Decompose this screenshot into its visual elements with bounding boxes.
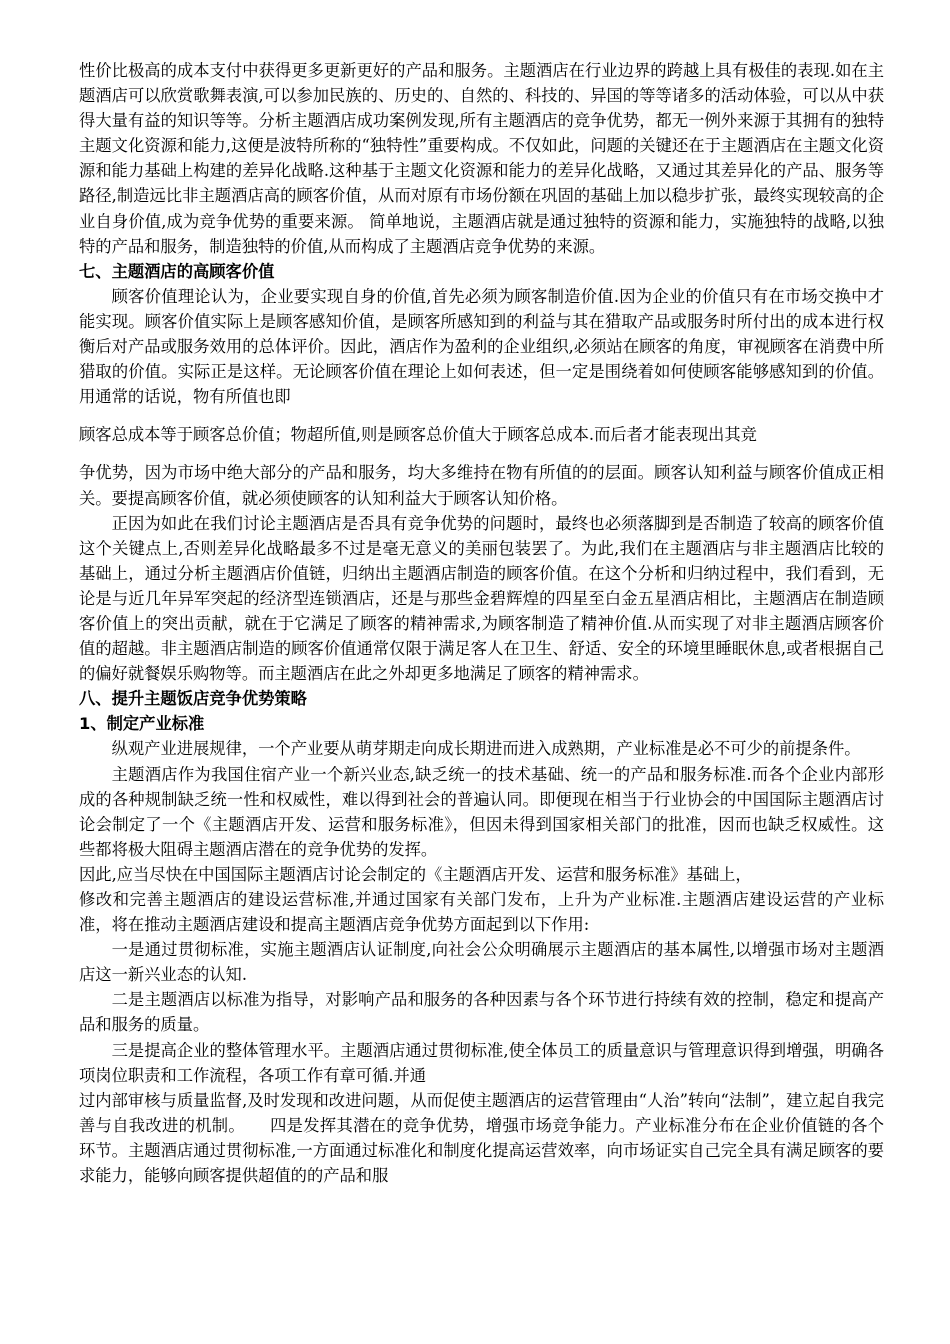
paragraph-theme-advantage: 性价比极高的成本支付中获得更多更新更好的产品和服务。主题酒店在行业边界的跨越上具有极佳的表现.如在主题酒店可以欣赏歌舞表演,可以参加民族的、历史的、自然的、科技的、异国的等等诸多的活动体验，可以从中获得大量有益的知识等等。分析主题酒店成功案例发现,所有主题酒店的竞争优势，都无一例外来源于其拥有的独特主题文化资源和能力,这便是波特所称的“独特性”重要构成。不仅如此，问题的关键还在于主题酒店在主题文化资源和能力基础上构建的差异化战略.这种基于主题文化资源和能力的差异化战略，又通过其差异化的产品、服务等路径,制造远比非主题酒店高的顾客价值，从而对原有市场份额在巩固的基础上加以稳步扩张，最终实现较高的企业自身价值,成为竞争优势的重要来源。 简单地说，主题酒店就是通过独特的资源和能力，实施独特的战略,以独特的产品和服务，制造独特的价值,从而构成了主题酒店竞争优势的来源。 (79, 61, 884, 256)
paragraph-revise-standard: 修改和完善主题酒店的建设运营标准,并通过国家有关部门发布，上升为产业标准.主题酒店建设运营的产业标准，将在推动主题酒店建设和提高主题酒店竞争优势方面起到以下作用: (79, 890, 884, 935)
paragraph-point-two: 二是主题酒店以标准为指导，对影响产品和服务的各种因素与各个环节进行持续有效的控制，稳定和提高产品和服务的质量。 (79, 990, 884, 1035)
paragraph-customer-value: 顾客价值理论认为，企业要实现自身的价值,首先必须为顾客制造价值.因为企业的价值只有在市场交换中才能实现。顾客价值实际上是顾客感知价值，是顾客所感知到的利益与其在猎取产品或服务时所付出的成本进行权衡后对产品或服务效用的总体评价。因此，酒店作为盈利的企业组织,必须站在顾客的角度，审视顾客在消费中所猎取的价值。实际正是这样。无论顾客价值在理论上如何表述，但一定是围绕着如何使顾客能够感知到的价值。用通常的话说，物有所值也即 (79, 286, 884, 407)
document-body (79, 58, 884, 1188)
paragraph-therefore-standard: 因此,应当尽快在中国国际主题酒店讨论会制定的《主题酒店开发、运营和服务标准》基础上， (79, 864, 752, 884)
section-heading-7: 七、主题酒店的高顾客价值 (79, 261, 275, 281)
section-heading-8: 八、提升主题饭店竞争优势策略 (79, 689, 307, 709)
paragraph-point-four: 过内部审核与质量监督,及时发现和改进问题，从而促使主题酒店的运营管理由“人治”转向“法制”，建立起自我完善与自我改进的机制。 四是发挥其潜在的竞争优势，增强市场竞争能力。产业标准分布在企业价值链的各个环节。主题酒店通过贯彻标准,一方面通过标准化和制度化提高运营效率，向市场证实自己完全具有满足顾客的要求能力，能够向顾客提供超值的的产品和服 (79, 1090, 884, 1186)
paragraph-point-one: 一是通过贯彻标准，实施主题酒店认证制度,向社会公众明确展示主题酒店的基本属性,以增强市场对主题酒店这一新兴业态的认知. (79, 940, 884, 985)
paragraph-new-format: 主题酒店作为我国住宿产业一个新兴业态,缺乏统一的技术基础、统一的产品和服务标准.而各个企业内部形成的各种规制缺乏统一性和权威性，难以得到社会的普遍认同。即便现在相当于行业协会的中国国际主题酒店讨论会制定了一个《主题酒店开发、运营和服务标准》，但因未得到国家相关部门的批准，因而也缺乏权威性。这些都将极大阻碍主题酒店潜在的竞争优势的发挥。 (79, 764, 884, 859)
paragraph-therefore: 正因为如此在我们讨论主题酒店是否具有竞争优势的问题时，最终也必须落脚到是否制造了较高的顾客价值这个关键点上,否则差异化战略最多不过是毫无意义的美丽包装罢了。为此,我们在主题酒店与非主题酒店比较的基础上，通过分析主题酒店价值链，归纳出主题酒店制造的顾客价值。在这个分析和归纳过程中，我们看到，无论是与近几年异军突起的经济型连锁酒店，还是与那些金碧辉煌的四星至白金五星酒店相比，主题酒店在制造顾客价值上的突出贡献，就在于它满足了顾客的精神需求,为顾客制造了精神价值.从而实现了对非主题酒店顾客价值的超越。非主题酒店制造的顾客价值通常仅限于满足客人在卫生、舒适、安全的环境里睡眠休息,或者根据自己的偏好就餐娱乐购物等。而主题酒店在此之外却更多地满足了顾客的精神需求。 (79, 513, 884, 684)
paragraph-industry-law: 纵观产业进展规律，一个产业要从萌芽期走向成长期进而进入成熟期，产业标准是必不可少的前提条件。 (111, 739, 861, 759)
paragraph-line-total-cost: 顾客总成本等于顾客总价值；物超所值,则是顾客总价值大于顾客总成本.而后者才能表现出其竞 (79, 425, 757, 445)
paragraph-competitive-edge: 争优势，因为市场中绝大部分的产品和服务，均大多维持在物有所值的的层面。顾客认知利益与顾客价值成正相关。要提高顾客价值，就必须使顾客的认知利益大于顾客认知价格。 (79, 463, 884, 508)
paragraph-point-three: 三是提高企业的整体管理水平。主题酒店通过贯彻标准,使全体员工的质量意识与管理意识得到增强，明确各项岗位职责和工作流程，各项工作有章可循.并通 (79, 1040, 884, 1085)
subsection-heading-1: 1、制定产业标准 (79, 714, 205, 734)
